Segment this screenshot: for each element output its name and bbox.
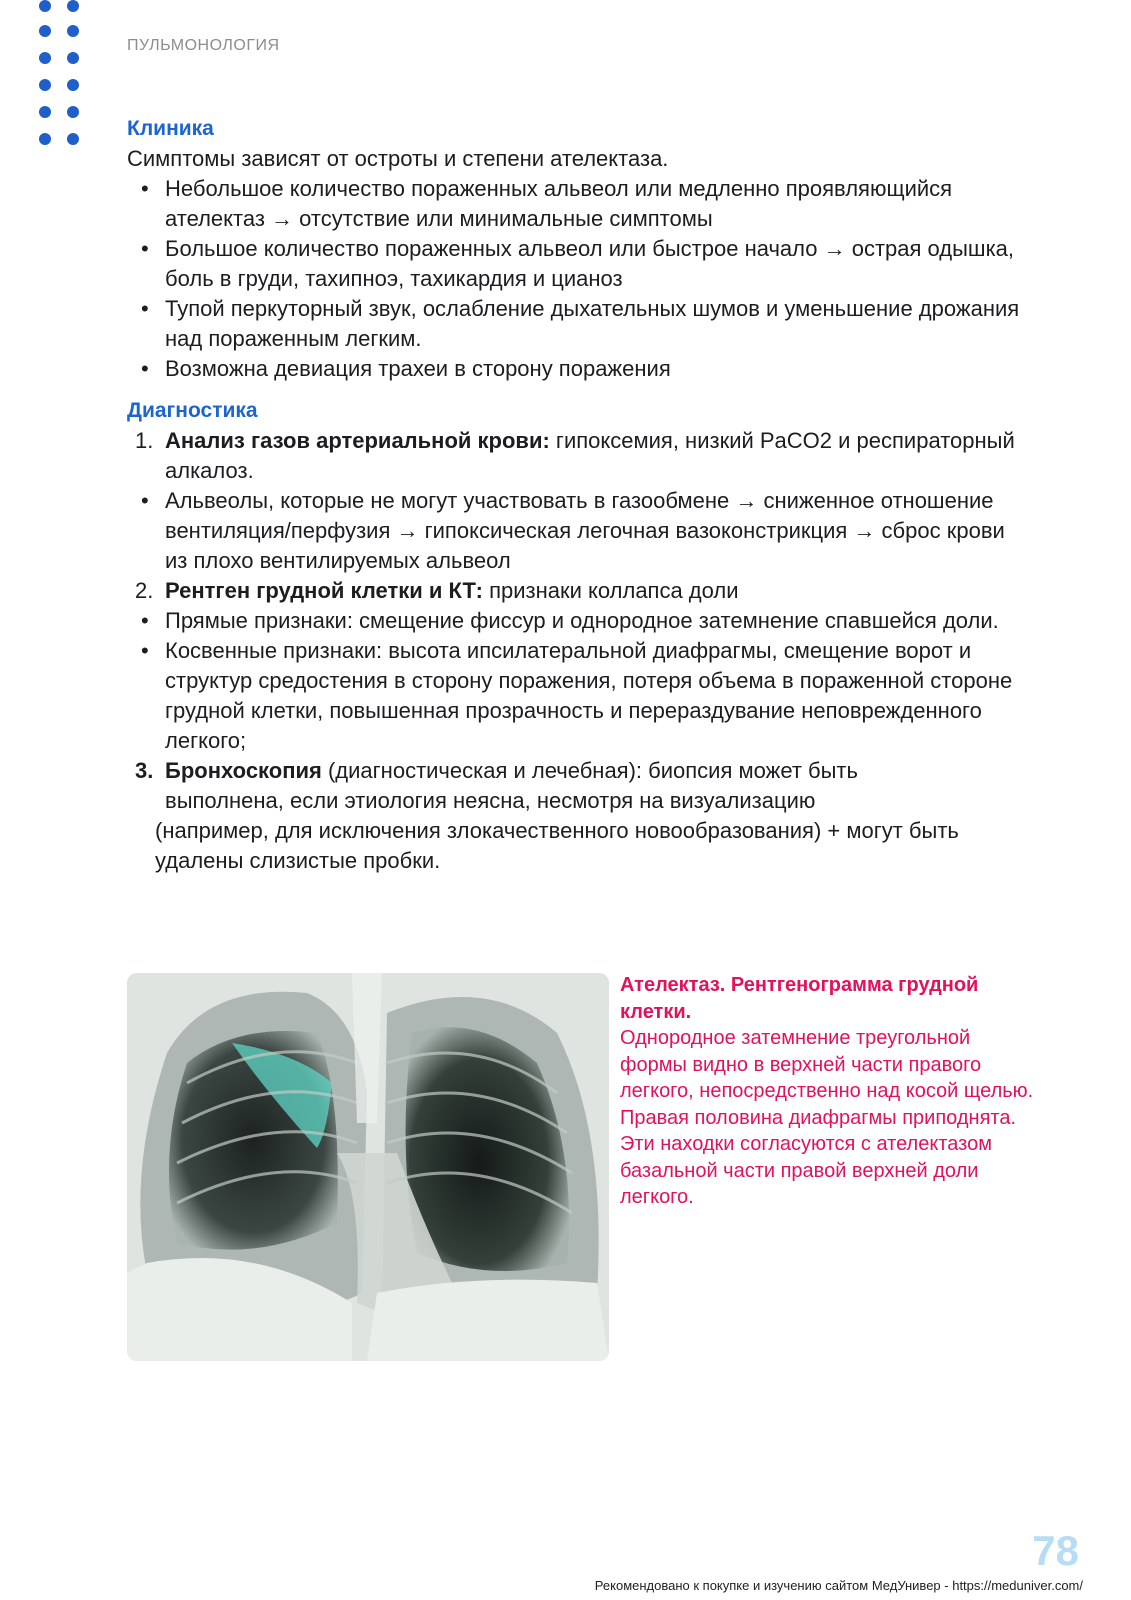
list-item: • Большое количество пораженных альвеол или быстрое начало → острая одышка, боль в груди, тахипноэ, тахикардия и цианоз	[127, 234, 1027, 294]
section-label: ПУЛЬМОНОЛОГИЯ	[127, 37, 280, 54]
item-number: 2.	[135, 578, 154, 603]
page-number: 78	[1032, 1527, 1079, 1574]
dot	[67, 79, 79, 91]
caption-text: Однородное затемнение треугольной формы видно в верхней части правого легкого, непосредственно над косой щелью. Правая половина диафрагмы приподнята. Эти находки согласуются с ателектазом базальной части правой верхней доли легкого.	[620, 1027, 1034, 1208]
list-item: • Возможна девиация трахеи в сторону поражения	[127, 354, 1027, 384]
dot	[39, 0, 51, 12]
list-item: • Косвенные признаки: высота ипсилатеральной диафрагмы, смещение ворот и структур средостения в сторону поражения, потеря объема в пораженной стороне грудной клетки, повышенная прозрачность и перераздувание неповрежденного легкого;	[127, 636, 1027, 756]
xray-illustration	[127, 973, 609, 1361]
dot	[67, 106, 79, 118]
item-text: гипоксемия, низкий PaCO2 и респираторный алкалоз.	[165, 428, 1015, 483]
list-item: • Прямые признаки: смещение фиссур и однородное затемнение спавшейся доли.	[127, 606, 1027, 636]
dot	[67, 25, 79, 37]
chest-xray-image	[127, 973, 609, 1361]
list-item: • Альвеолы, которые не могут участвовать в газообмене → сниженное отношение вентиляция/перфузия → гипоксическая легочная вазоконстрикция → сброс крови из плохо вентилируемых альвеол	[127, 486, 1027, 576]
decorative-dots	[39, 0, 89, 150]
dot	[39, 106, 51, 118]
diagnostics-item-1	[127, 426, 1027, 486]
dot	[39, 79, 51, 91]
clinic-heading: Клиника	[127, 117, 214, 140]
dot	[67, 133, 79, 145]
item-text: выполнена, если этиология неясна, несмотря на визуализацию	[165, 788, 816, 813]
dot	[39, 133, 51, 145]
caption-title: Ателектаз. Рентгенограмма грудной клетки.	[620, 974, 979, 1023]
footer-note: Рекомендовано к покупке и изучению сайтом МедУнивер - https://meduniver.com/	[594, 1578, 1083, 1593]
diagnostics-item-3	[127, 756, 1027, 876]
list-item: • Тупой перкуторный звук, ослабление дыхательных шумов и уменьшение дрожания над пораженным легким.	[127, 294, 1027, 354]
clinic-list	[127, 174, 1027, 384]
item-text: признаки коллапса доли	[482, 578, 739, 603]
diagnostics-item-2	[127, 576, 1027, 606]
dot	[67, 52, 79, 64]
list-item: • Небольшое количество пораженных альвеол или медленно проявляющийся ателектаз → отсутствие или минимальные симптомы	[127, 174, 1027, 234]
diagnostics-list	[127, 426, 1027, 876]
item-number: 3.	[135, 758, 154, 783]
item-text: (например, для исключения злокачественного новообразования) + могут быть удалены слизистые пробки.	[155, 818, 959, 873]
item-lead: Рентген грудной клетки и КТ:	[165, 578, 483, 603]
clinic-intro: Симптомы зависят от остроты и степени ателектаза.	[127, 146, 669, 171]
dot	[39, 25, 51, 37]
diagnostics-heading: Диагностика	[127, 399, 258, 422]
dot	[67, 0, 79, 12]
item-number: 1.	[135, 428, 154, 453]
item-text: (диагностическая и лечебная): биопсия может быть	[321, 758, 858, 783]
figure-caption	[620, 972, 1040, 1211]
dot	[39, 52, 51, 64]
item-lead: Анализ газов артериальной крови:	[165, 428, 550, 453]
item-lead: Бронхоскопия	[165, 758, 322, 783]
main-content	[127, 114, 1027, 876]
